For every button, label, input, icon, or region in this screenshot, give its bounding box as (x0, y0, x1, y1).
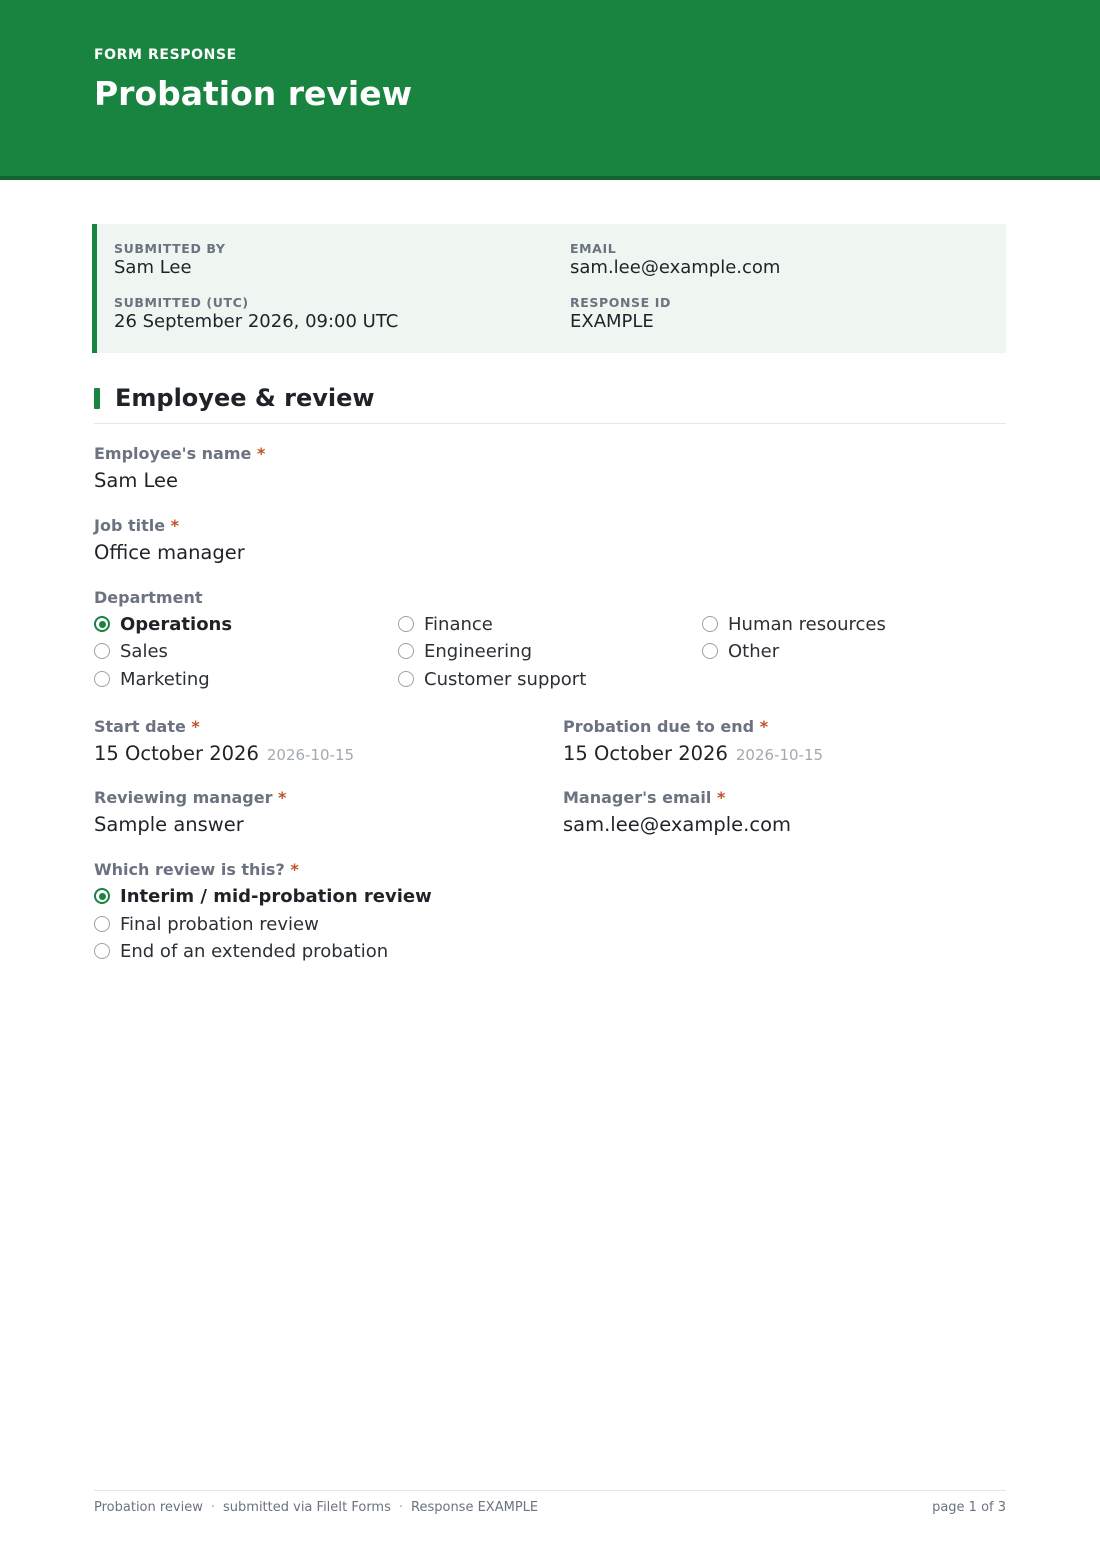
footer-info (94, 1500, 538, 1515)
date-value: 15 October 2026 (94, 742, 259, 765)
required-marker: * (759, 717, 769, 736)
field-department (94, 588, 202, 607)
field-label-text: Which review is this? (94, 860, 285, 879)
header-kicker: FORM RESPONSE (94, 47, 237, 63)
field-probation-end (563, 717, 823, 765)
meta-value: sam.lee@example.com (570, 257, 781, 278)
meta-label: EMAIL (570, 241, 617, 256)
footer-separator: · (398, 1500, 404, 1515)
section-accent-bar (94, 388, 100, 409)
option-label: Engineering (424, 641, 532, 662)
field-label-text: Start date (94, 717, 186, 736)
meta-value: Sam Lee (114, 257, 192, 278)
meta-label: RESPONSE ID (570, 295, 671, 310)
footer-separator: · (210, 1500, 216, 1515)
field-label (563, 788, 791, 807)
field-value: sam.lee@example.com (563, 813, 791, 836)
field-reviewing-manager (94, 788, 286, 836)
field-label (94, 516, 245, 535)
field-label-text: Employee's name (94, 444, 252, 463)
iso-date: 2026-10-15 (735, 746, 824, 764)
meta-email (570, 241, 780, 278)
page-header (0, 0, 1100, 180)
radio-empty-icon (94, 916, 110, 932)
field-manager-email (563, 788, 791, 836)
meta-submitted-utc (114, 295, 398, 332)
field-label (94, 860, 299, 879)
radio-empty-icon (94, 671, 110, 687)
field-label (94, 788, 286, 807)
option-label: Operations (120, 614, 233, 635)
radio-empty-icon (94, 643, 110, 659)
radio-option-other[interactable] (702, 641, 779, 662)
field-value (563, 742, 823, 765)
field-value: Office manager (94, 541, 245, 564)
page-footer (94, 1490, 1006, 1520)
field-label-text: Probation due to end (563, 717, 755, 736)
radio-selected-icon (94, 888, 110, 904)
radio-option-final-review[interactable] (94, 914, 319, 935)
field-label (94, 444, 265, 463)
field-value (94, 742, 354, 765)
radio-option-interim-review[interactable] (94, 886, 432, 907)
radio-option-human-resources[interactable] (702, 614, 886, 635)
option-label: Marketing (120, 669, 210, 690)
required-marker: * (716, 788, 726, 807)
section-heading (94, 384, 1006, 424)
required-marker: * (256, 444, 266, 463)
meta-label: SUBMITTED BY (114, 241, 226, 256)
radio-option-sales[interactable] (94, 641, 168, 662)
field-value: Sam Lee (94, 469, 179, 492)
option-label: Final probation review (120, 914, 319, 935)
option-label: Interim / mid-probation review (120, 886, 432, 907)
radio-option-finance[interactable] (398, 614, 493, 635)
option-label: Human resources (728, 614, 886, 635)
option-label: Sales (120, 641, 168, 662)
option-label: Customer support (424, 669, 587, 690)
section-title: Employee & review (115, 384, 375, 412)
radio-empty-icon (702, 643, 718, 659)
footer-via: submitted via FileIt Forms (223, 1500, 391, 1515)
iso-date: 2026-10-15 (266, 746, 355, 764)
option-label: End of an extended probation (120, 941, 389, 962)
field-employee-name (94, 444, 265, 492)
meta-response-id (570, 295, 671, 332)
radio-option-extended-probation-end[interactable] (94, 941, 388, 962)
field-value: Sample answer (94, 813, 244, 836)
option-label: Other (728, 641, 780, 662)
field-label-text: Reviewing manager (94, 788, 273, 807)
required-marker: * (290, 860, 299, 879)
page-number: page 1 of 3 (932, 1500, 1006, 1515)
radio-empty-icon (398, 643, 414, 659)
field-label (94, 717, 354, 736)
required-marker: * (191, 717, 200, 736)
meta-value: EXAMPLE (570, 311, 654, 332)
meta-value: 26 September 2026, 09:00 UTC (114, 311, 399, 332)
field-start-date (94, 717, 354, 765)
footer-form-name: Probation review (94, 1500, 203, 1515)
radio-option-customer-support[interactable] (398, 669, 586, 690)
page-title: Probation review (94, 74, 413, 113)
meta-submitted-by (114, 241, 225, 278)
radio-option-engineering[interactable] (398, 641, 532, 662)
date-value: 15 October 2026 (563, 742, 728, 765)
submission-meta-panel (92, 224, 1006, 353)
radio-empty-icon (702, 616, 718, 632)
meta-label: SUBMITTED (UTC) (114, 295, 249, 310)
field-label (563, 717, 823, 736)
radio-selected-icon (94, 616, 110, 632)
field-review-type (94, 860, 299, 879)
footer-response: Response EXAMPLE (411, 1500, 539, 1515)
radio-empty-icon (94, 943, 110, 959)
radio-empty-icon (398, 671, 414, 687)
field-label-text: Manager's email (563, 788, 712, 807)
radio-option-operations[interactable] (94, 614, 232, 635)
option-label: Finance (424, 614, 493, 635)
field-job-title (94, 516, 245, 564)
field-label-text: Job title (94, 516, 166, 535)
radio-empty-icon (398, 616, 414, 632)
field-label: Department (94, 588, 203, 607)
radio-option-marketing[interactable] (94, 669, 210, 690)
required-marker: * (170, 516, 180, 535)
required-marker: * (278, 788, 287, 807)
